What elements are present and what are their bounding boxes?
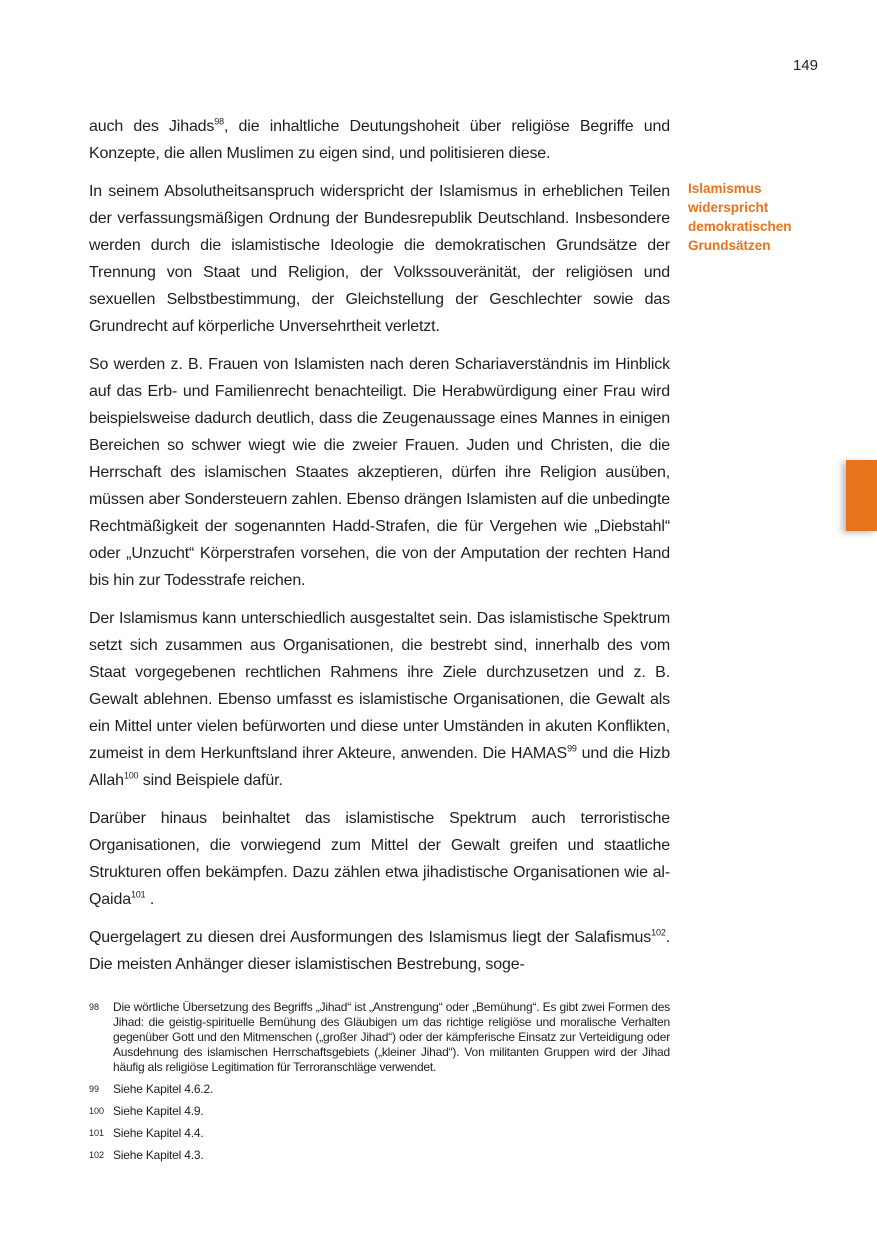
footnote-99: [89, 1082, 670, 1097]
footnote-ref-100[interactable]: 100: [123, 770, 139, 781]
footnote-number: 100: [89, 1106, 105, 1116]
footnote-98: [89, 1000, 670, 1075]
paragraph-1: auch des Jihads$^{98}$, die inhaltliche Deutungshoheit über religiöse Begriffe und Konzepte, die allen Muslimen zu eigen sind, und politisieren diese.: [89, 116, 670, 162]
footnote-ref-98[interactable]: 98: [214, 116, 225, 127]
chapter-thumb-tab: [846, 460, 877, 531]
paragraph-4: Der Islamismus kann unterschiedlich ausgestaltet sein. Das islamistische Spektrum setzt sich zusammen aus Organisationen, die bestrebt sind, innerhalb des vom Staat vorgegebenen rechtlichen Rahmens ihre Ziele durchzusetzen und z. B. Gewalt ablehnen. Ebenso umfasst es islamistische Organisationen, die Gewalt als ein Mittel unter vielen befürworten und diese unter Umständen in akuten Konflikten, zumeist in dem Herkunftsland ihrer Akteure, anwenden. Die HAMAS$^{99}$ und die Hizb Allah$^{100}$ sind Beispiele dafür.: [89, 610, 670, 789]
footnote-101: [89, 1126, 670, 1141]
paragraph-2: In seinem Absolutheitsanspruch widerspricht der Islamismus in erheblichen Teilen der verfassungsmäßigen Ordnung der Bundesrepublik Deutschland. Insbesondere werden durch die islamistische Ideologie die demokratischen Grundsätze der Trennung von Staat und Religion, der Volkssouveränität, der religiösen und sexuellen Selbstbestimmung, der Gleichstellung der Geschlechter sowie das Grundrecht auf körperliche Unversehrtheit verletzt.: [89, 183, 670, 335]
body-text: [89, 113, 670, 989]
footnote-text: Siehe Kapitel 4.9.: [113, 1104, 204, 1118]
footnote-text: Die wörtliche Übersetzung des Begriffs „Jihad“ ist „Anstrengung“ oder „Bemühung“. Es gibt zwei Formen des Jihad: die geistig-spirituelle Bemühung des Gläubigen um das richtige religiöse und moralische Verhalten gegenüber Gott und den Mitmenschen („großer Jihad“) oder der kämpferische Einsatz zur Verteidigung oder Ausdehnung des islamischen Herrschaftsgebiets („kleiner Jihad“). Von militanten Gruppen wird der Jihad häufig als religiöse Legitimation für Terroranschläge verwendet.: [113, 1000, 670, 1074]
footnote-number: 102: [89, 1150, 105, 1160]
margin-note-line: demokratischen: [688, 219, 792, 234]
footnote-text: Siehe Kapitel 4.3.: [113, 1148, 204, 1162]
footnote-text: Siehe Kapitel 4.4.: [113, 1126, 204, 1140]
paragraph-3: So werden z. B. Frauen von Islamisten nach deren Schariaverständnis im Hinblick auf das Erb- und Familienrecht benachteiligt. Die Herabwürdigung einer Frau wird beispielsweise dadurch deutlich, dass die Zeugenaussage eines Mannes in einigen Bereichen so schwer wiegt wie die zweier Frauen. Juden und Christen, die die Herrschaft des islamischen Staates akzeptieren, dürfen ihre Religion ausüben, müssen aber Sondersteuern zahlen. Ebenso drängen Islamisten auf die unbedingte Rechtmäßigkeit der sogenannten Hadd-Strafen, die für Vergehen wie „Diebstahl“ oder „Unzucht“ Körperstrafen vorsehen, die von der Amputation der rechten Hand bis hin zur Todesstrafe reichen.: [89, 356, 670, 589]
margin-note-line: Grundsätzen: [688, 238, 771, 253]
footnote-ref-101[interactable]: 101: [130, 889, 146, 900]
footnote-102: [89, 1148, 670, 1163]
footnote-ref-102[interactable]: 102: [651, 927, 666, 938]
margin-note-line: widerspricht: [688, 200, 769, 215]
footnote-number: 99: [89, 1084, 100, 1094]
footnote-number: 98: [89, 1002, 100, 1012]
paragraph-6: Quergelagert zu diesen drei Ausformungen des Islamismus liegt der Salafismus$^{102}$. Die meisten Anhänger dieser islamistischen Bestrebung, soge-: [89, 927, 670, 973]
footnote-number: 101: [89, 1128, 105, 1138]
footnote-100: [89, 1104, 670, 1119]
margin-note: [688, 179, 808, 255]
footnote-ref-99[interactable]: 99: [567, 743, 577, 754]
paragraph-5: Darüber hinaus beinhaltet das islamistische Spektrum auch terroristische Organisationen, die vorwiegend zum Mittel der Gewalt greifen und staatliche Strukturen offen bekämpfen. Dazu zählen etwa jihadistische Organisationen wie al-Qaida$^{101}$ .: [89, 810, 670, 908]
page-number: 149: [792, 57, 818, 74]
footnotes: [89, 1000, 670, 1170]
footnote-text: Siehe Kapitel 4.6.2.: [113, 1082, 214, 1096]
margin-note-line: Islamismus: [688, 181, 762, 196]
